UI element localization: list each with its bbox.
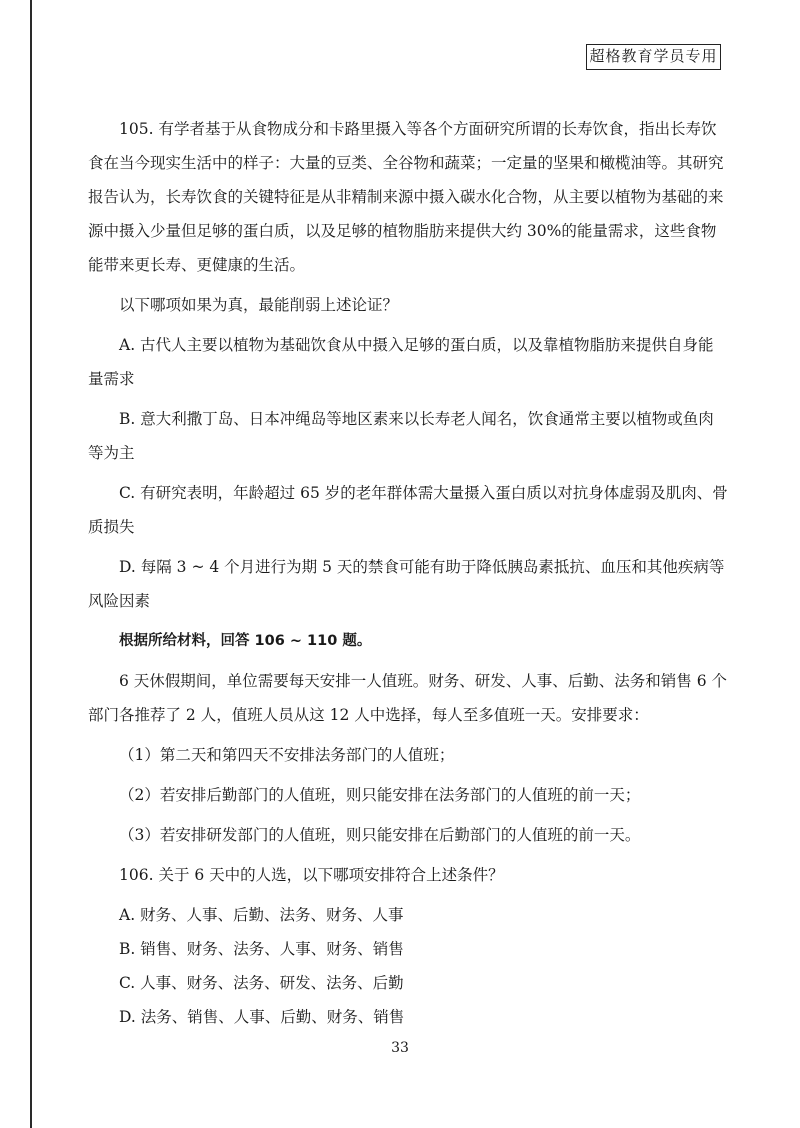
group-instruction: 根据所给材料，回答 106 ~ 110 题。 (119, 633, 372, 649)
condition-2: （2）若安排后勤部门的人值班，则只能安排在法务部门的人值班的前一天； (119, 786, 641, 804)
q105-stem: 105. 有学者基于从食物成分和卡路里摄入等各个方面研究所谓的长寿饮食，指出长寿饮食在当今现实生活中的样子：大量的豆类、全谷物和蔬菜；一定量的坚果和橄榄油等。其研究报告认为，长寿饮食的关键特征是从非精制来源中摄入碳水化合物，从主要以植物为基础的来源中摄入少量但足够的蛋白质，以及足够的植物脂肪来提供大约 30%的能量需求，这些食物能带来更长寿、更健康的生活。 (88, 120, 724, 274)
condition-1: （1）第二天和第四天不安排法务部门的人值班； (119, 746, 455, 764)
q105-option-c: C. 有研究表明，年龄超过 65 岁的老年群体需大量摄入蛋白质以对抗身体虚弱及肌肉、骨质损失 (88, 484, 728, 536)
condition-3: （3）若安排研发部门的人值班，则只能安排在后勤部门的人值班的前一天。 (119, 826, 641, 844)
q106-option-a: A. 财务、人事、后勤、法务、财务、人事 (119, 906, 404, 924)
q106-option-b: B. 销售、财务、法务、人事、财务、销售 (119, 940, 404, 958)
page-number: 33 (391, 1040, 409, 1056)
q105-option-b: B. 意大利撒丁岛、日本冲绳岛等地区素来以长寿老人闻名，饮食通常主要以植物或鱼肉等为主 (88, 410, 714, 462)
q106-option-c: C. 人事、财务、法务、研发、法务、后勤 (119, 974, 404, 992)
q105-question: 以下哪项如果为真，最能削弱上述论证？ (119, 296, 399, 314)
q105-option-a: A. 古代人主要以植物为基础饮食从中摄入足够的蛋白质，以及靠植物脂肪来提供自身能量需求 (88, 336, 714, 388)
page-content (88, 112, 728, 1034)
q105-option-d: D. 每隔 3 ~ 4 个月进行为期 5 天的禁食可能有助于降低胰岛素抵抗、血压和其他疾病等风险因素 (88, 558, 725, 610)
q106-option-d: D. 法务、销售、人事、后勤、财务、销售 (119, 1008, 405, 1026)
q106-stem: 106. 关于 6 天中的人选，以下哪项安排符合上述条件？ (119, 866, 504, 884)
left-margin-rule (30, 0, 32, 1128)
header-stamp: 超格教育学员专用 (586, 44, 721, 70)
group-material: 6 天休假期间，单位需要每天安排一人值班。财务、研发、人事、后勤、法务和销售 6 个部门各推荐了 2 人，值班人员从这 12 人中选择，每人至多值班一天。安排要求： (88, 672, 728, 724)
